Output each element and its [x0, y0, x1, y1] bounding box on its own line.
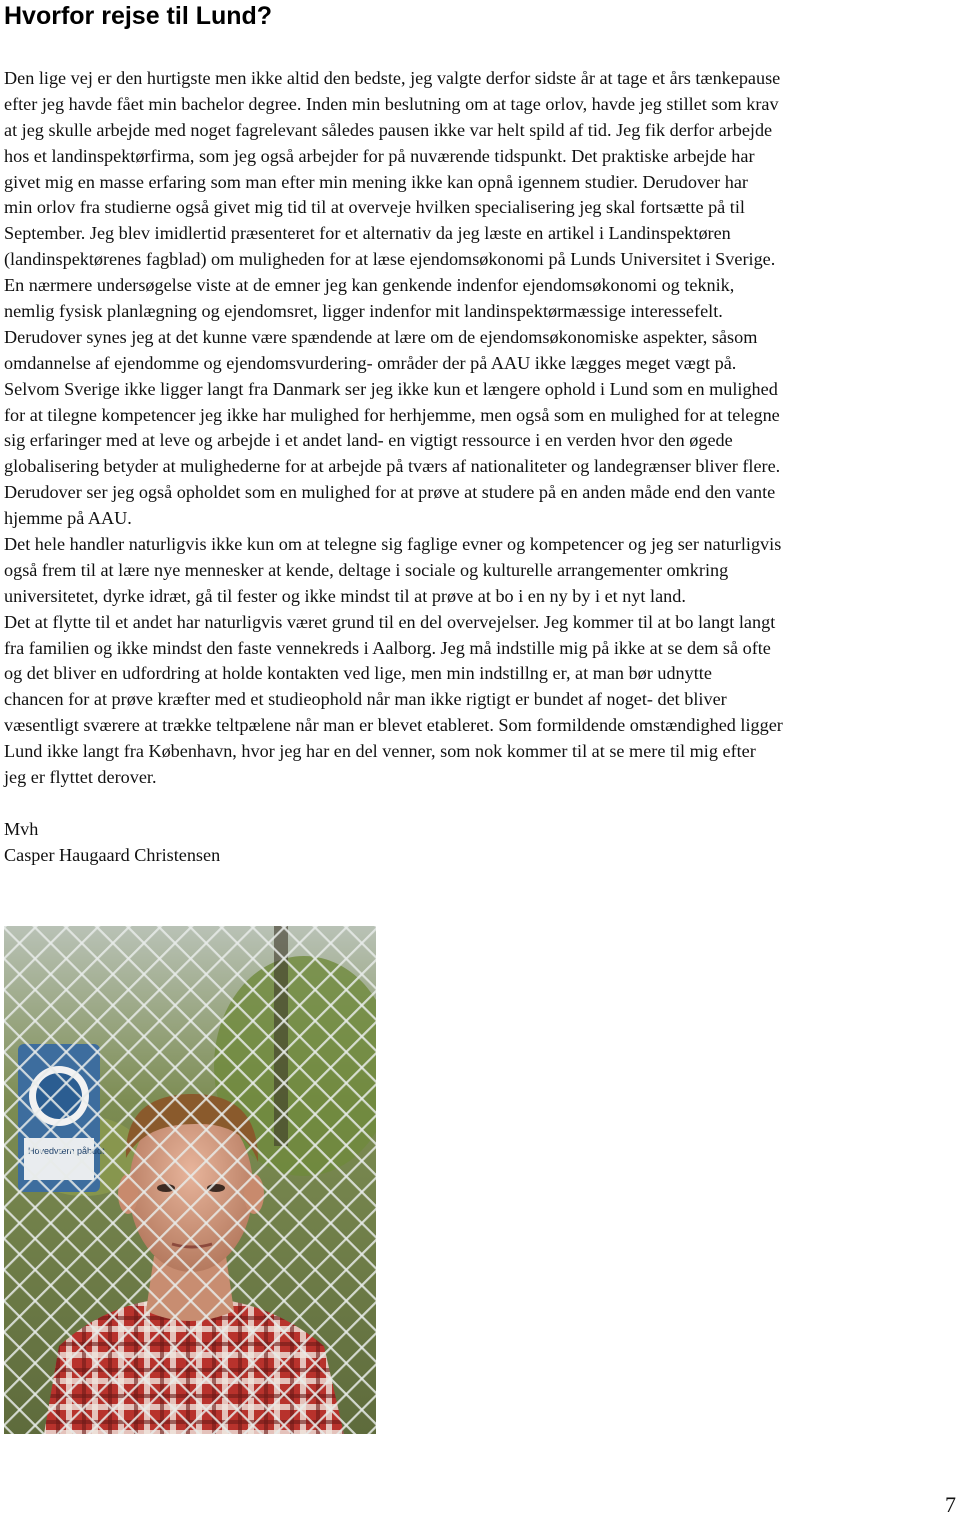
body-line: Det at flytte til et andet har naturligvis været grund til en del overvejelser. Jeg kommer til at bo langt langt — [4, 611, 776, 632]
body-line: nemlig fysisk planlægning og ejendomsret, ligger indenfor mit landinspektørmæssige interessefelt. — [4, 301, 723, 322]
body-line: Selvom Sverige ikke ligger langt fra Danmark ser jeg ikke kun et længere ophold i Lund som en mulighed — [4, 378, 778, 399]
body-line: og det bliver en udfordring at holde kontakten ved lige, men min indstillng er, at man bør udnytte — [4, 663, 712, 684]
page-number: 7 — [945, 1492, 956, 1517]
body-line: September. Jeg blev imidlertid præsenteret for et alternativ da jeg læste en artikel i Landinspektøren — [4, 223, 731, 244]
body-line: Det hele handler naturligvis ikke kun om at telegne sig faglige evner og kompetencer og jeg ser naturligvis — [4, 534, 782, 555]
body-line: efter jeg havde fået min bachelor degree. Inden min beslutning om at tage orlov, havde jeg stillet som krav — [4, 93, 779, 114]
body-line: Derudover synes jeg at det kunne være spændende at lære om de ejendomsøkonomiske aspekter, såsom — [4, 326, 758, 347]
body-line: universitetet, dyrke idræt, gå til fester og ikke mindst til at prøve at bo i en ny by i et nyt land. — [4, 585, 686, 606]
body-line: globalisering betyder at mulighederne for at arbejde på tværs af nationaliteter og landegrænser bliver flere. — [4, 456, 781, 477]
body-line: også frem til at lære nye mennesker at kende, deltage i sociale og kulturelle arrangementer omkring — [4, 559, 729, 580]
portrait-photo — [4, 926, 376, 1434]
body-line: hjemme på AAU. — [4, 508, 132, 529]
body-line: givet mig en masse erfaring som man efter min mening ikke kan opnå igennem studier. Derudover har — [4, 171, 748, 192]
closing: Mvh — [4, 818, 39, 839]
body-line: (landinspektørenes fagblad) om muligheden for at læse ejendomsøkonomi på Lunds Universitet i Sverige. — [4, 249, 776, 270]
body-line: at jeg skulle arbejde med noget fagrelevant således pausen ikke var helt spild af tid. Jeg fik derfor arbejde — [4, 119, 773, 140]
page-title: Hvorfor rejse til Lund? — [4, 2, 273, 30]
body-line: chancen for at prøve kræfter med et studieophold når man ikke rigtigt er bundet af noget- det bliver — [4, 689, 727, 710]
blank-line — [4, 791, 956, 817]
body-line: for at tilegne kompetencer jeg ikke har mulighed for herhjemme, men også som en mulighed for at telegne — [4, 404, 780, 425]
body-line: væsentligt sværere at trække teltpælene når man er blevet etableret. Som formildende omstændighed ligger — [4, 715, 783, 736]
body-line: fra familien og ikke mindst den faste vennekreds i Aalborg. Jeg må indstille mig på ikke at se dem så ofte — [4, 637, 771, 658]
body-line: hos et landinspektørfirma, som jeg også arbejder for på nuværende tidspunkt. Det praktiske arbejde har — [4, 145, 755, 166]
body-line: sig erfaringer med at leve og arbejde i et andet land- en vigtigt ressource i en verden hvor den øgede — [4, 430, 733, 451]
body-line: En nærmere undersøgelse viste at de emner jeg kan genkende indenfor ejendomsøkonomi og teknik, — [4, 275, 735, 296]
body-line: omdannelse af ejendomme og ejendomsvurdering- områder der på AAU ikke lægges meget vægt på. — [4, 352, 737, 373]
body-line: Derudover ser jeg også opholdet som en mulighed for at prøve at studere på en anden måde end den vante — [4, 482, 776, 503]
body-line: jeg er flyttet derover. — [4, 767, 157, 788]
signature: Casper Haugaard Christensen — [4, 844, 221, 865]
body-line: Lund ikke langt fra København, hvor jeg har en del venner, som nok kommer til at se mere til mig efter — [4, 741, 756, 762]
body-text — [4, 66, 956, 869]
body-line: Den lige vej er den hurtigste men ikke altid den bedste, jeg valgte derfor sidste år at tage et års tænkepause — [4, 68, 781, 88]
body-line: min orlov fra studierne også givet mig tid til at overveje hvilken specialisering jeg skal fortsætte på til — [4, 197, 745, 218]
